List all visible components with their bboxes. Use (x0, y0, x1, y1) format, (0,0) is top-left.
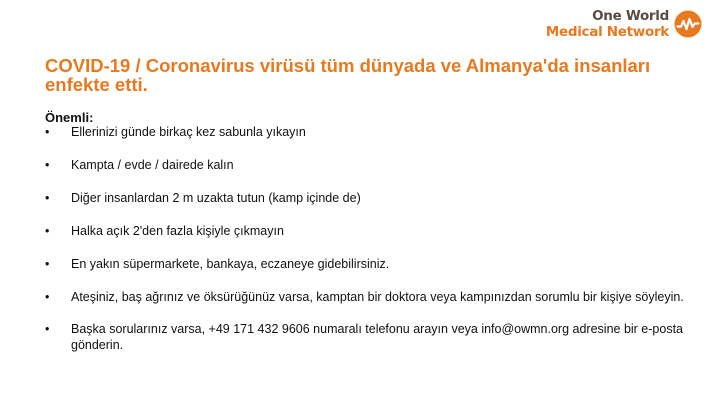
page-title: COVID-19 / Coronavirus virüsü tüm dünyada ve Almanya'da insanları enfekte etti. (45, 55, 651, 95)
list-item-text: Ellerinizi günde birkaç kez sabunla yıkayın (71, 125, 306, 139)
wave-logo-icon (674, 10, 702, 38)
bullet: • (45, 290, 50, 304)
list-item-text: Kampta / evde / dairede kalın (71, 158, 234, 172)
list-item (45, 321, 685, 353)
logo-line-medical-network: Medical Network (545, 24, 669, 40)
list-item (45, 190, 685, 206)
list-item-text: En yakın süpermarkete, bankaya, eczaneye gidebilirsiniz. (71, 257, 390, 271)
logo-text (546, 8, 669, 40)
important-label: Önemli: (45, 110, 94, 125)
list-item (45, 157, 685, 173)
list-item-text: Başka sorularınız varsa, +49 171 432 9606 numaralı telefonu arayın veya info@owmn.org adresine bir e-posta gönderin. (71, 322, 683, 352)
list-item-text: Diğer insanlardan 2 m uzakta tutun (kamp içinde de) (71, 191, 361, 205)
logo (546, 8, 702, 40)
list-item (45, 223, 685, 239)
logo-line-one-world: One World (592, 8, 669, 24)
bullet: • (45, 125, 50, 139)
content (45, 111, 685, 370)
list-item (45, 289, 685, 305)
list-item-text: Halka açık 2'den fazla kişiyle çıkmayın (71, 224, 284, 238)
bullet: • (45, 224, 50, 238)
list-item-text: Ateşiniz, baş ağrınız ve öksürüğünüz varsa, kamptan bir doktora veya kampınızdan sorumlu bir kişiye söyleyin. (71, 290, 684, 304)
bullet: • (45, 322, 50, 336)
advice-list (45, 124, 685, 353)
list-item (45, 256, 685, 272)
bullet: • (45, 158, 50, 172)
bullet: • (45, 257, 50, 271)
bullet: • (45, 191, 50, 205)
list-item (45, 124, 685, 140)
